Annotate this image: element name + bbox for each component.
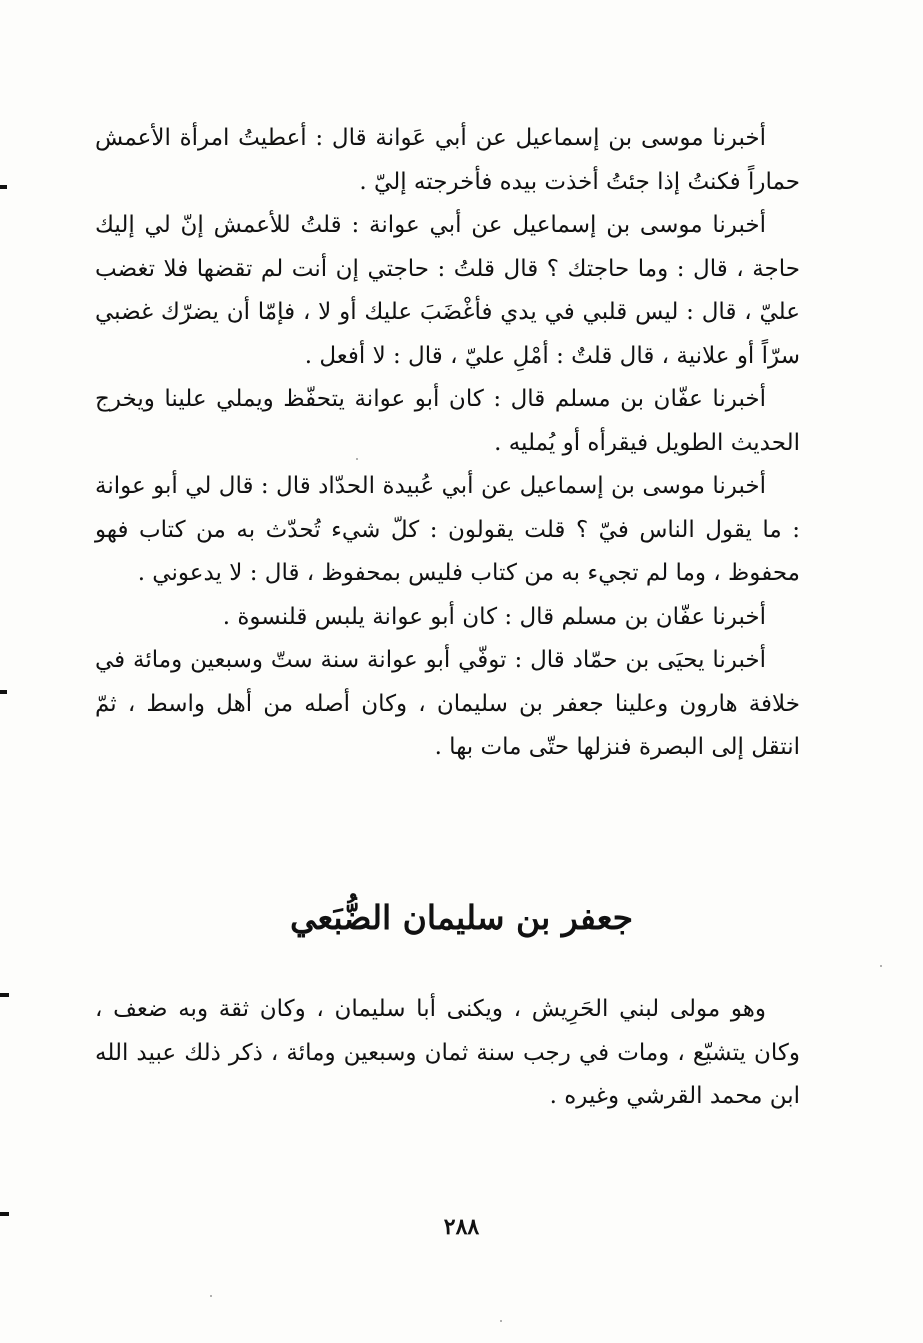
narration-paragraph-5: أخبرنا عفّان بن مسلم قال : كان أبو عوانة يلبس قلنسوة . — [222, 603, 766, 630]
scan-speck — [500, 1320, 502, 1322]
narration-paragraph-2: أخبرنا موسى بن إسماعيل عن أبي عوانة : قلتُ للأعمش إنّ لي إليك حاجة ، قال : وما حاجتك ؟ قال قلتُ : حاجتي إن أنت لم تقضها فلا تغضب عليّ ، قال : ليس قلبي في يدي فأغْضَبَ عليك أو لا ، فإمّا أن يضرّك غضبي سرّاً أو علانية ، قال قلتٌ : أمْلِ عليّ ، قال : لا أفعل . — [95, 212, 800, 369]
scan-edge-mark — [0, 185, 7, 189]
scan-speck — [880, 965, 882, 967]
narration-paragraph-4: أخبرنا موسى بن إسماعيل عن أبي عُبيدة الحدّاد قال : قال لي أبو عوانة : ما يقول الناس فيّ ؟ قلت يقولون : كلّ شيء تُحدّث به من كتاب فهو محفوظ ، وما لم تجيء به من كتاب فليس بمحفوظ ، قال : لا يدعوني . — [95, 473, 800, 586]
section-heading: جعفر بن سليمان الضُّبَعي — [289, 898, 634, 937]
biography-paragraph: وهو مولى لبني الحَرِيش ، ويكنى أبا سليمان ، وكان ثقة وبه ضعف ، وكان يتشيّع ، ومات في رجب سنة ثمان وسبعين ومائة ، ذكر ذلك عبيد الله ابن محمد القرشي وغيره . — [95, 996, 800, 1109]
scan-edge-mark — [0, 1212, 9, 1216]
scan-speck — [356, 458, 358, 460]
scan-speck — [210, 1295, 212, 1297]
scan-edge-mark — [0, 993, 9, 997]
narration-paragraph-6: أخبرنا يحيَى بن حمّاد قال : توفّي أبو عوانة سنة ستّ وسبعين ومائة في خلافة هارون وعلينا جعفر بن سليمان ، وكان أصله من أهل واسط ، ثمّ انتقل إلى البصرة فنزلها حتّى مات بها . — [95, 647, 800, 760]
page-number: ٢٨٨ — [443, 1214, 480, 1240]
scan-edge-mark — [0, 690, 7, 694]
narration-paragraph-3: أخبرنا عفّان بن مسلم قال : كان أبو عوانة يتحفّظ ويملي علينا ويخرج الحديث الطويل فيقرأه أو يُمليه . — [95, 386, 800, 456]
narration-paragraph-1: أخبرنا موسى بن إسماعيل عن أبي عَوانة قال : أعطيتُ امرأة الأعمش حماراً فكنتُ إذا جئتُ أخذت بيده فأخرجته إليّ . — [95, 125, 800, 195]
narrations-block — [95, 117, 800, 770]
biography-block — [95, 988, 800, 1119]
